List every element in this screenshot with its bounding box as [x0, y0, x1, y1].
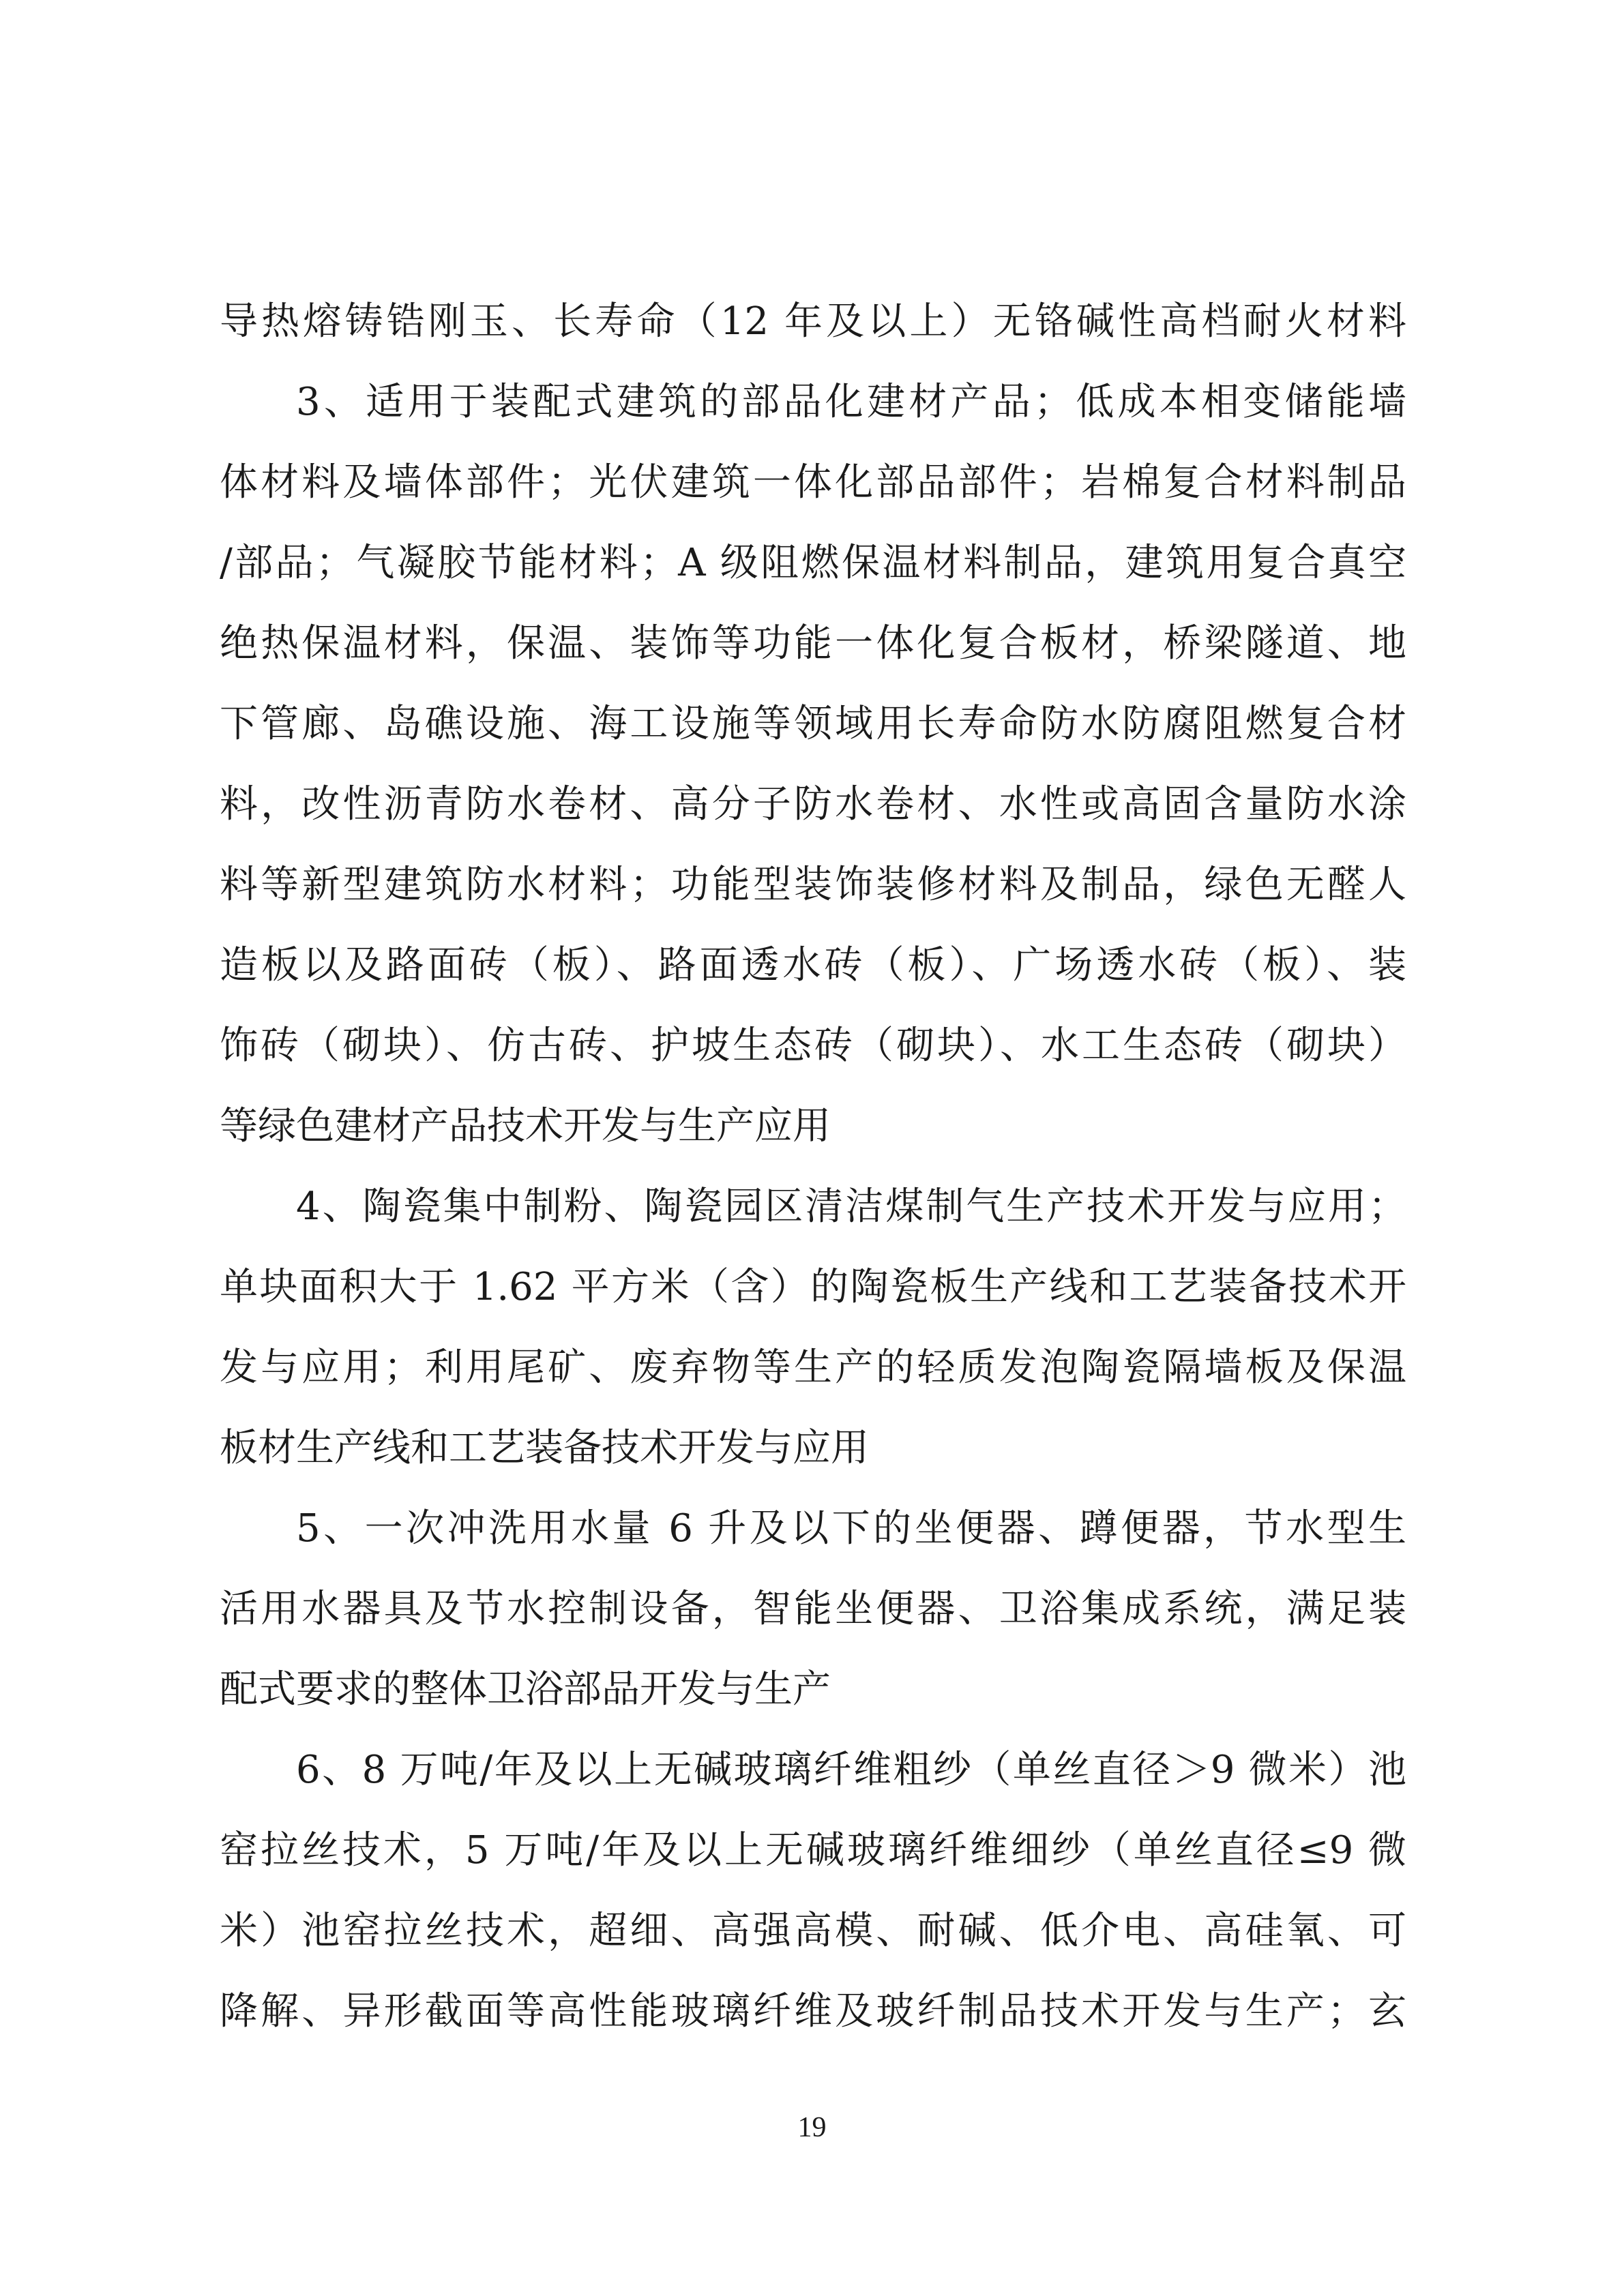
- text-line: 降解、异形截面等高性能玻璃纤维及玻纤制品技术开发与生产；玄: [220, 1989, 1406, 2033]
- text-line: 米）池窑拉丝技术，超细、高强高模、耐碱、低介电、高硅氧、可: [220, 1909, 1406, 1953]
- text-line: 料等新型建筑防水材料；功能型装饰装修材料及制品，绿色无醛人: [220, 863, 1406, 907]
- text-line: 6、8 万吨/年及以上无碱玻璃纤维粗纱（单丝直径＞9 微米）池: [296, 1748, 1406, 1792]
- text-line: 料，改性沥青防水卷材、高分子防水卷材、水性或高固含量防水涂: [220, 782, 1406, 826]
- text-line: 配式要求的整体卫浴部品开发与生产: [220, 1667, 831, 1712]
- text-line: 等绿色建材产品技术开发与生产应用: [220, 1104, 831, 1148]
- text-line: 造板以及路面砖（板）、路面透水砖（板）、广场透水砖（板）、装: [220, 943, 1406, 987]
- text-line: 5、一次冲洗用水量 6 升及以下的坐便器、蹲便器，节水型生: [296, 1506, 1406, 1551]
- text-line: 体材料及墙体部件；光伏建筑一体化部品部件；岩棉复合材料制品: [220, 460, 1406, 505]
- text-line: 发与应用；利用尾矿、废弃物等生产的轻质发泡陶瓷隔墙板及保温: [220, 1345, 1406, 1390]
- text-line: 3、适用于装配式建筑的部品化建材产品；低成本相变储能墙: [296, 380, 1406, 424]
- text-line: 4、陶瓷集中制粉、陶瓷园区清洁煤制气生产技术开发与应用；: [296, 1184, 1406, 1229]
- text-line: /部品；气凝胶节能材料；A 级阻燃保温材料制品，建筑用复合真空: [220, 541, 1406, 585]
- text-line: 单块面积大于 1.62 平方米（含）的陶瓷板生产线和工艺装备技术开: [220, 1265, 1406, 1309]
- text-line: 绝热保温材料，保温、装饰等功能一体化复合板材，桥梁隧道、地: [220, 621, 1406, 666]
- text-line: 导热熔铸锆刚玉、长寿命（12 年及以上）无铬碱性高档耐火材料: [220, 299, 1406, 344]
- text-line: 下管廊、岛礁设施、海工设施等领域用长寿命防水防腐阻燃复合材: [220, 702, 1406, 746]
- text-line: 饰砖（砌块）、仿古砖、护坡生态砖（砌块）、水工生态砖（砌块）: [220, 1024, 1406, 1068]
- page-number: 19: [797, 2112, 827, 2143]
- text-line: 活用水器具及节水控制设备，智能坐便器、卫浴集成系统，满足装: [220, 1587, 1406, 1631]
- text-line: 板材生产线和工艺装备技术开发与应用: [220, 1426, 869, 1470]
- text-line: 窑拉丝技术，5 万吨/年及以上无碱玻璃纤维细纱（单丝直径≤9 微: [220, 1828, 1406, 1873]
